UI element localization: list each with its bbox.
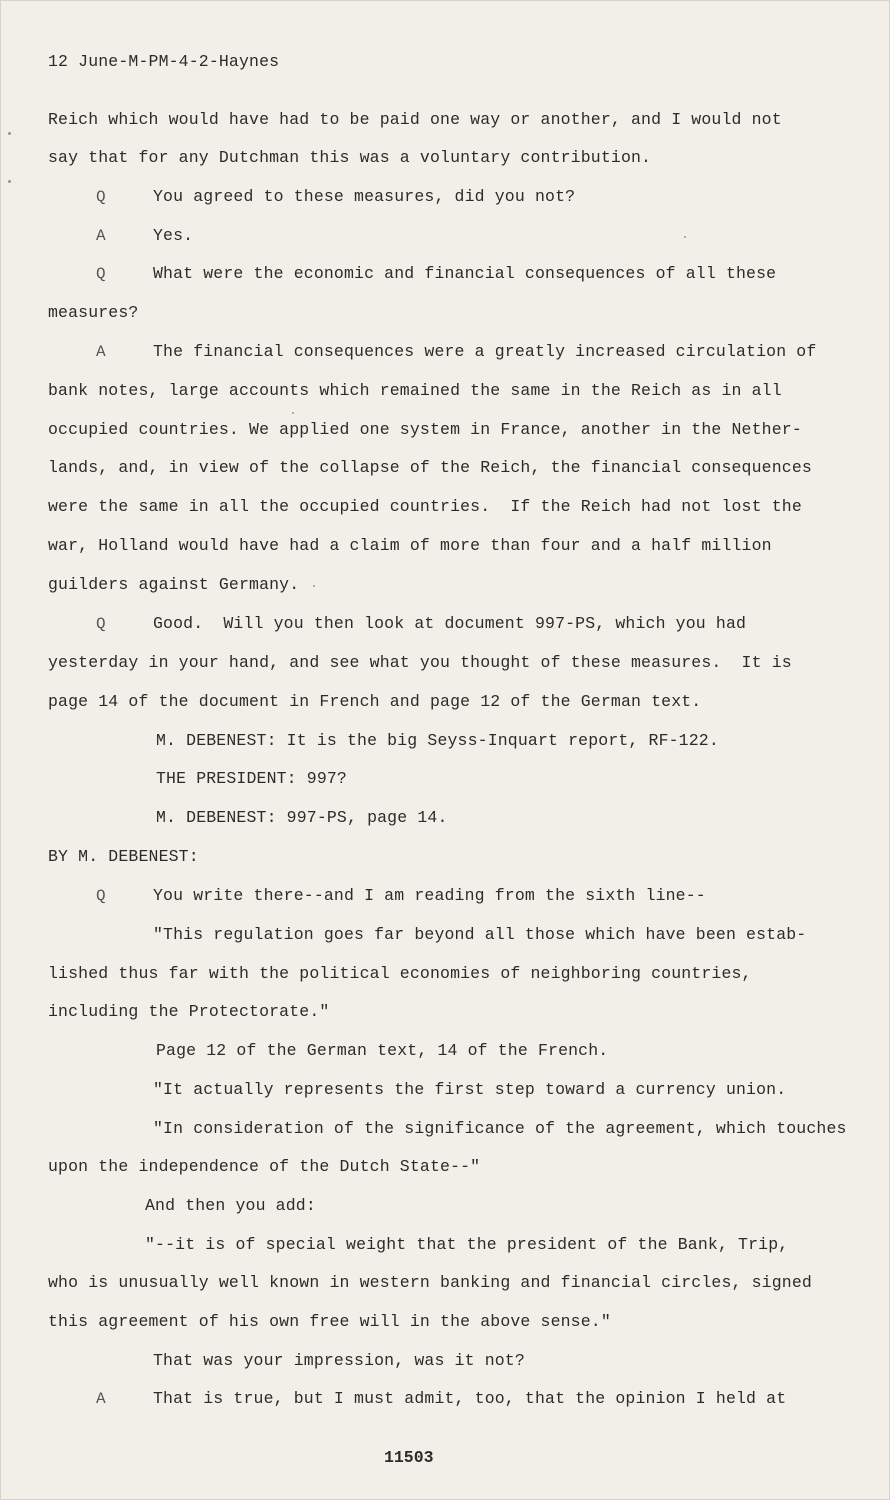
- question-marker: Q: [96, 188, 106, 206]
- text-line: lished thus far with the political economies of neighboring countries,: [48, 964, 752, 983]
- text-line: Good. Will you then look at document 997-PS, which you had: [153, 614, 747, 633]
- text-line: page 14 of the document in French and page 12 of the German text.: [48, 692, 702, 711]
- paper-speck: [8, 132, 11, 135]
- text-line: "In consideration of the significance of the agreement, which touches: [153, 1119, 847, 1138]
- text-line: upon the independence of the Dutch State--": [48, 1157, 481, 1176]
- paper-speck: [292, 412, 294, 414]
- text-line: bank notes, large accounts which remained the same in the Reich as in all: [48, 381, 782, 400]
- text-line: THE PRESIDENT: 997?: [156, 769, 347, 788]
- text-line: lands, and, in view of the collapse of the Reich, the financial consequences: [48, 458, 812, 477]
- text-line: That is true, but I must admit, too, that the opinion I held at: [153, 1389, 787, 1408]
- text-line: yesterday in your hand, and see what you thought of these measures. It is: [48, 653, 792, 672]
- text-line: M. DEBENEST: 997-PS, page 14.: [156, 808, 448, 827]
- paper-speck: [684, 236, 686, 238]
- text-line: And then you add:: [145, 1196, 316, 1215]
- question-marker: Q: [96, 265, 106, 283]
- answer-marker: A: [96, 1390, 106, 1408]
- question-marker: Q: [96, 887, 106, 905]
- text-line: What were the economic and financial consequences of all these: [153, 264, 777, 283]
- page-number: 11503: [384, 1448, 434, 1467]
- text-line: Yes.: [153, 226, 194, 245]
- paper-speck: [8, 180, 11, 183]
- text-line: were the same in all the occupied countries. If the Reich had not lost the: [48, 497, 802, 516]
- text-line: occupied countries. We applied one system in France, another in the Nether-: [48, 420, 802, 439]
- text-line: this agreement of his own free will in the above sense.": [48, 1312, 611, 1331]
- text-line: "This regulation goes far beyond all those which have been estab-: [153, 925, 807, 944]
- text-line: You agreed to these measures, did you not?: [153, 187, 576, 206]
- text-line: Reich which would have had to be paid one way or another, and I would not: [48, 110, 782, 129]
- text-line: That was your impression, was it not?: [153, 1351, 525, 1370]
- text-line: BY M. DEBENEST:: [48, 847, 199, 866]
- text-line: measures?: [48, 303, 139, 322]
- page-header: 12 June-M-PM-4-2-Haynes: [48, 52, 280, 71]
- answer-marker: A: [96, 227, 106, 245]
- text-line: The financial consequences were a greatly increased circulation of: [153, 342, 817, 361]
- text-line: who is unusually well known in western banking and financial circles, signed: [48, 1273, 812, 1292]
- paper-speck: [313, 585, 315, 587]
- answer-marker: A: [96, 343, 106, 361]
- question-marker: Q: [96, 615, 106, 633]
- text-line: including the Protectorate.": [48, 1002, 330, 1021]
- text-line: You write there--and I am reading from the sixth line--: [153, 886, 706, 905]
- text-line: war, Holland would have had a claim of more than four and a half million: [48, 536, 772, 555]
- text-line: say that for any Dutchman this was a voluntary contribution.: [48, 148, 652, 167]
- text-line: Page 12 of the German text, 14 of the French.: [156, 1041, 609, 1060]
- text-line: M. DEBENEST: It is the big Seyss-Inquart report, RF-122.: [156, 731, 719, 750]
- text-line: "It actually represents the first step toward a currency union.: [153, 1080, 787, 1099]
- text-line: "--it is of special weight that the president of the Bank, Trip,: [145, 1235, 789, 1254]
- text-line: guilders against Germany.: [48, 575, 300, 594]
